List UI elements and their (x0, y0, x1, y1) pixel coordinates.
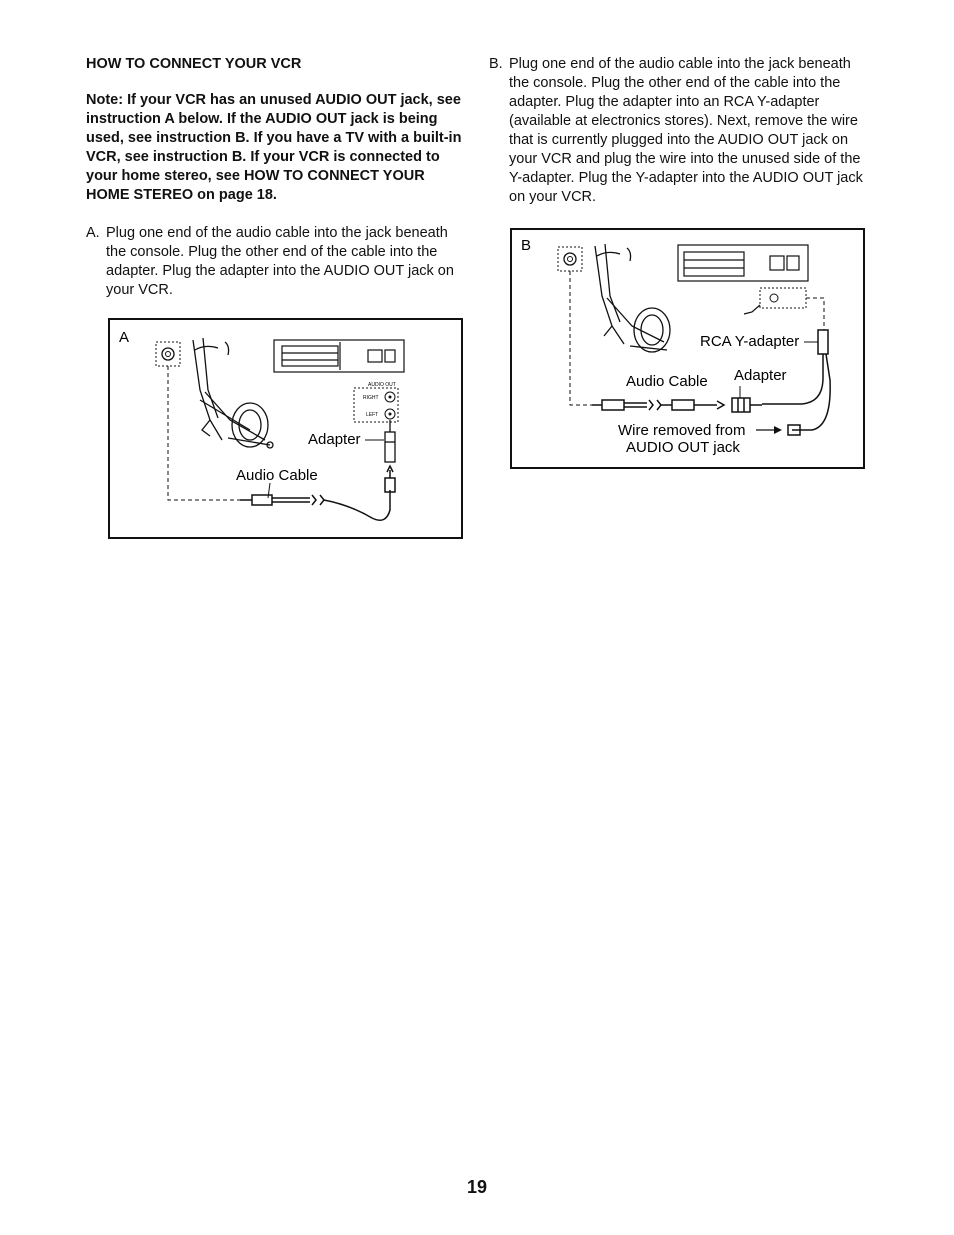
audio-cable-label: Audio Cable (626, 373, 708, 390)
vcr-icon (678, 245, 808, 281)
wire-removed-label-line1: Wire removed from (618, 422, 746, 439)
figure-b-illustration (512, 230, 863, 467)
adapter-icon (385, 420, 395, 462)
instruction-b-text: Plug one end of the audio cable into the jack beneath the console. Plug the other end of the cable into the adapter. Plug the adapter into an RCA Y-adapter (available at electronics stores). Next, remove the wire that is currently plugged into the AUDIO OUT jack on your VCR and plug the wire into the unused side of the Y-adapter. Plug the Y-adapter into the AUDIO OUT jack on your VCR. (509, 56, 863, 205)
vcr-icon (274, 340, 404, 372)
rca-y-adapter-label: RCA Y-adapter (700, 333, 800, 350)
wire-removed-label-line2: AUDIO OUT jack (626, 439, 740, 456)
left-jack-label: LEFT (366, 412, 379, 418)
adapter-icon (732, 398, 762, 412)
right-column (489, 55, 874, 207)
instruction-a (86, 224, 471, 300)
adapter-label: Adapter (308, 431, 361, 448)
elliptical-machine-icon (193, 338, 273, 448)
left-column (86, 55, 471, 300)
elliptical-machine-icon (595, 244, 670, 352)
audio-cable-label: Audio Cable (236, 467, 318, 484)
instruction-b-label: B. (489, 56, 503, 72)
section-heading: HOW TO CONNECT YOUR VCR (86, 56, 302, 72)
console-jack-icon (558, 247, 582, 271)
instruction-a-label: A. (86, 225, 100, 241)
figure-a-illustration (110, 320, 461, 537)
cable-route-line (168, 366, 240, 500)
cable-route-line (570, 271, 592, 405)
adapter-label: Adapter (734, 367, 787, 384)
right-jack-label: RIGHT (363, 395, 379, 401)
page-number: 19 (466, 1177, 488, 1197)
audio-cable-icon (592, 400, 724, 410)
instruction-a-text: Plug one end of the audio cable into the jack beneath the console. Plug the other end of the cable into the adapter. Plug the adapter into the AUDIO OUT jack on your VCR. (106, 225, 454, 298)
figure-b (510, 228, 865, 469)
figure-a-letter: A (119, 329, 130, 346)
instruction-b (489, 55, 874, 207)
figure-b-letter: B (521, 237, 532, 254)
audio-out-label: AUDIO OUT (368, 382, 396, 388)
note-paragraph: Note: If your VCR has an unused AUDIO OUT jack, see instruction A below. If the AUDIO OUT jack is being used, see instruction B. If you have a TV with a built-in VCR, see instruction B. If your VCR is connected to your home stereo, see HOW TO CONNECT YOUR HOME STEREO on page 18. (86, 92, 462, 203)
console-jack-icon (156, 342, 180, 366)
figure-a (108, 318, 463, 539)
